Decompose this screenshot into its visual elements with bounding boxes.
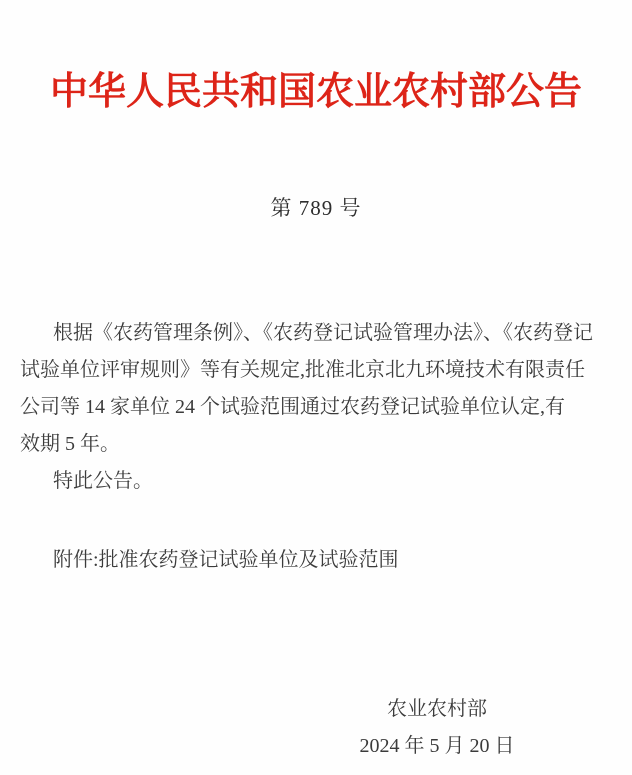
document-title: 中华人民共和国农业农村部公告 xyxy=(49,71,582,113)
document-body xyxy=(20,315,608,579)
signature-date: 2024 年 5 月 20 日 xyxy=(359,735,515,757)
body-line-3: 公司等 14 家单位 24 个试验范围通过农药登记试验单位认定,有 xyxy=(20,396,565,418)
body-line-2: 试验单位评审规则》等有关规定,批准北京北九环境技术有限责任 xyxy=(20,359,585,381)
closing-line: 特此公告。 xyxy=(53,470,153,492)
document-number: 第 789 号 xyxy=(270,196,362,220)
signature-block xyxy=(297,691,577,765)
signature-issuer: 农业农村部 xyxy=(387,698,487,720)
attachment-line: 附件:批准农药登记试验单位及试验范围 xyxy=(53,549,399,571)
body-line-1: 根据《农药管理条例》、《农药登记试验管理办法》、《农药登记 xyxy=(53,322,593,344)
body-line-4: 效期 5 年。 xyxy=(20,433,120,455)
